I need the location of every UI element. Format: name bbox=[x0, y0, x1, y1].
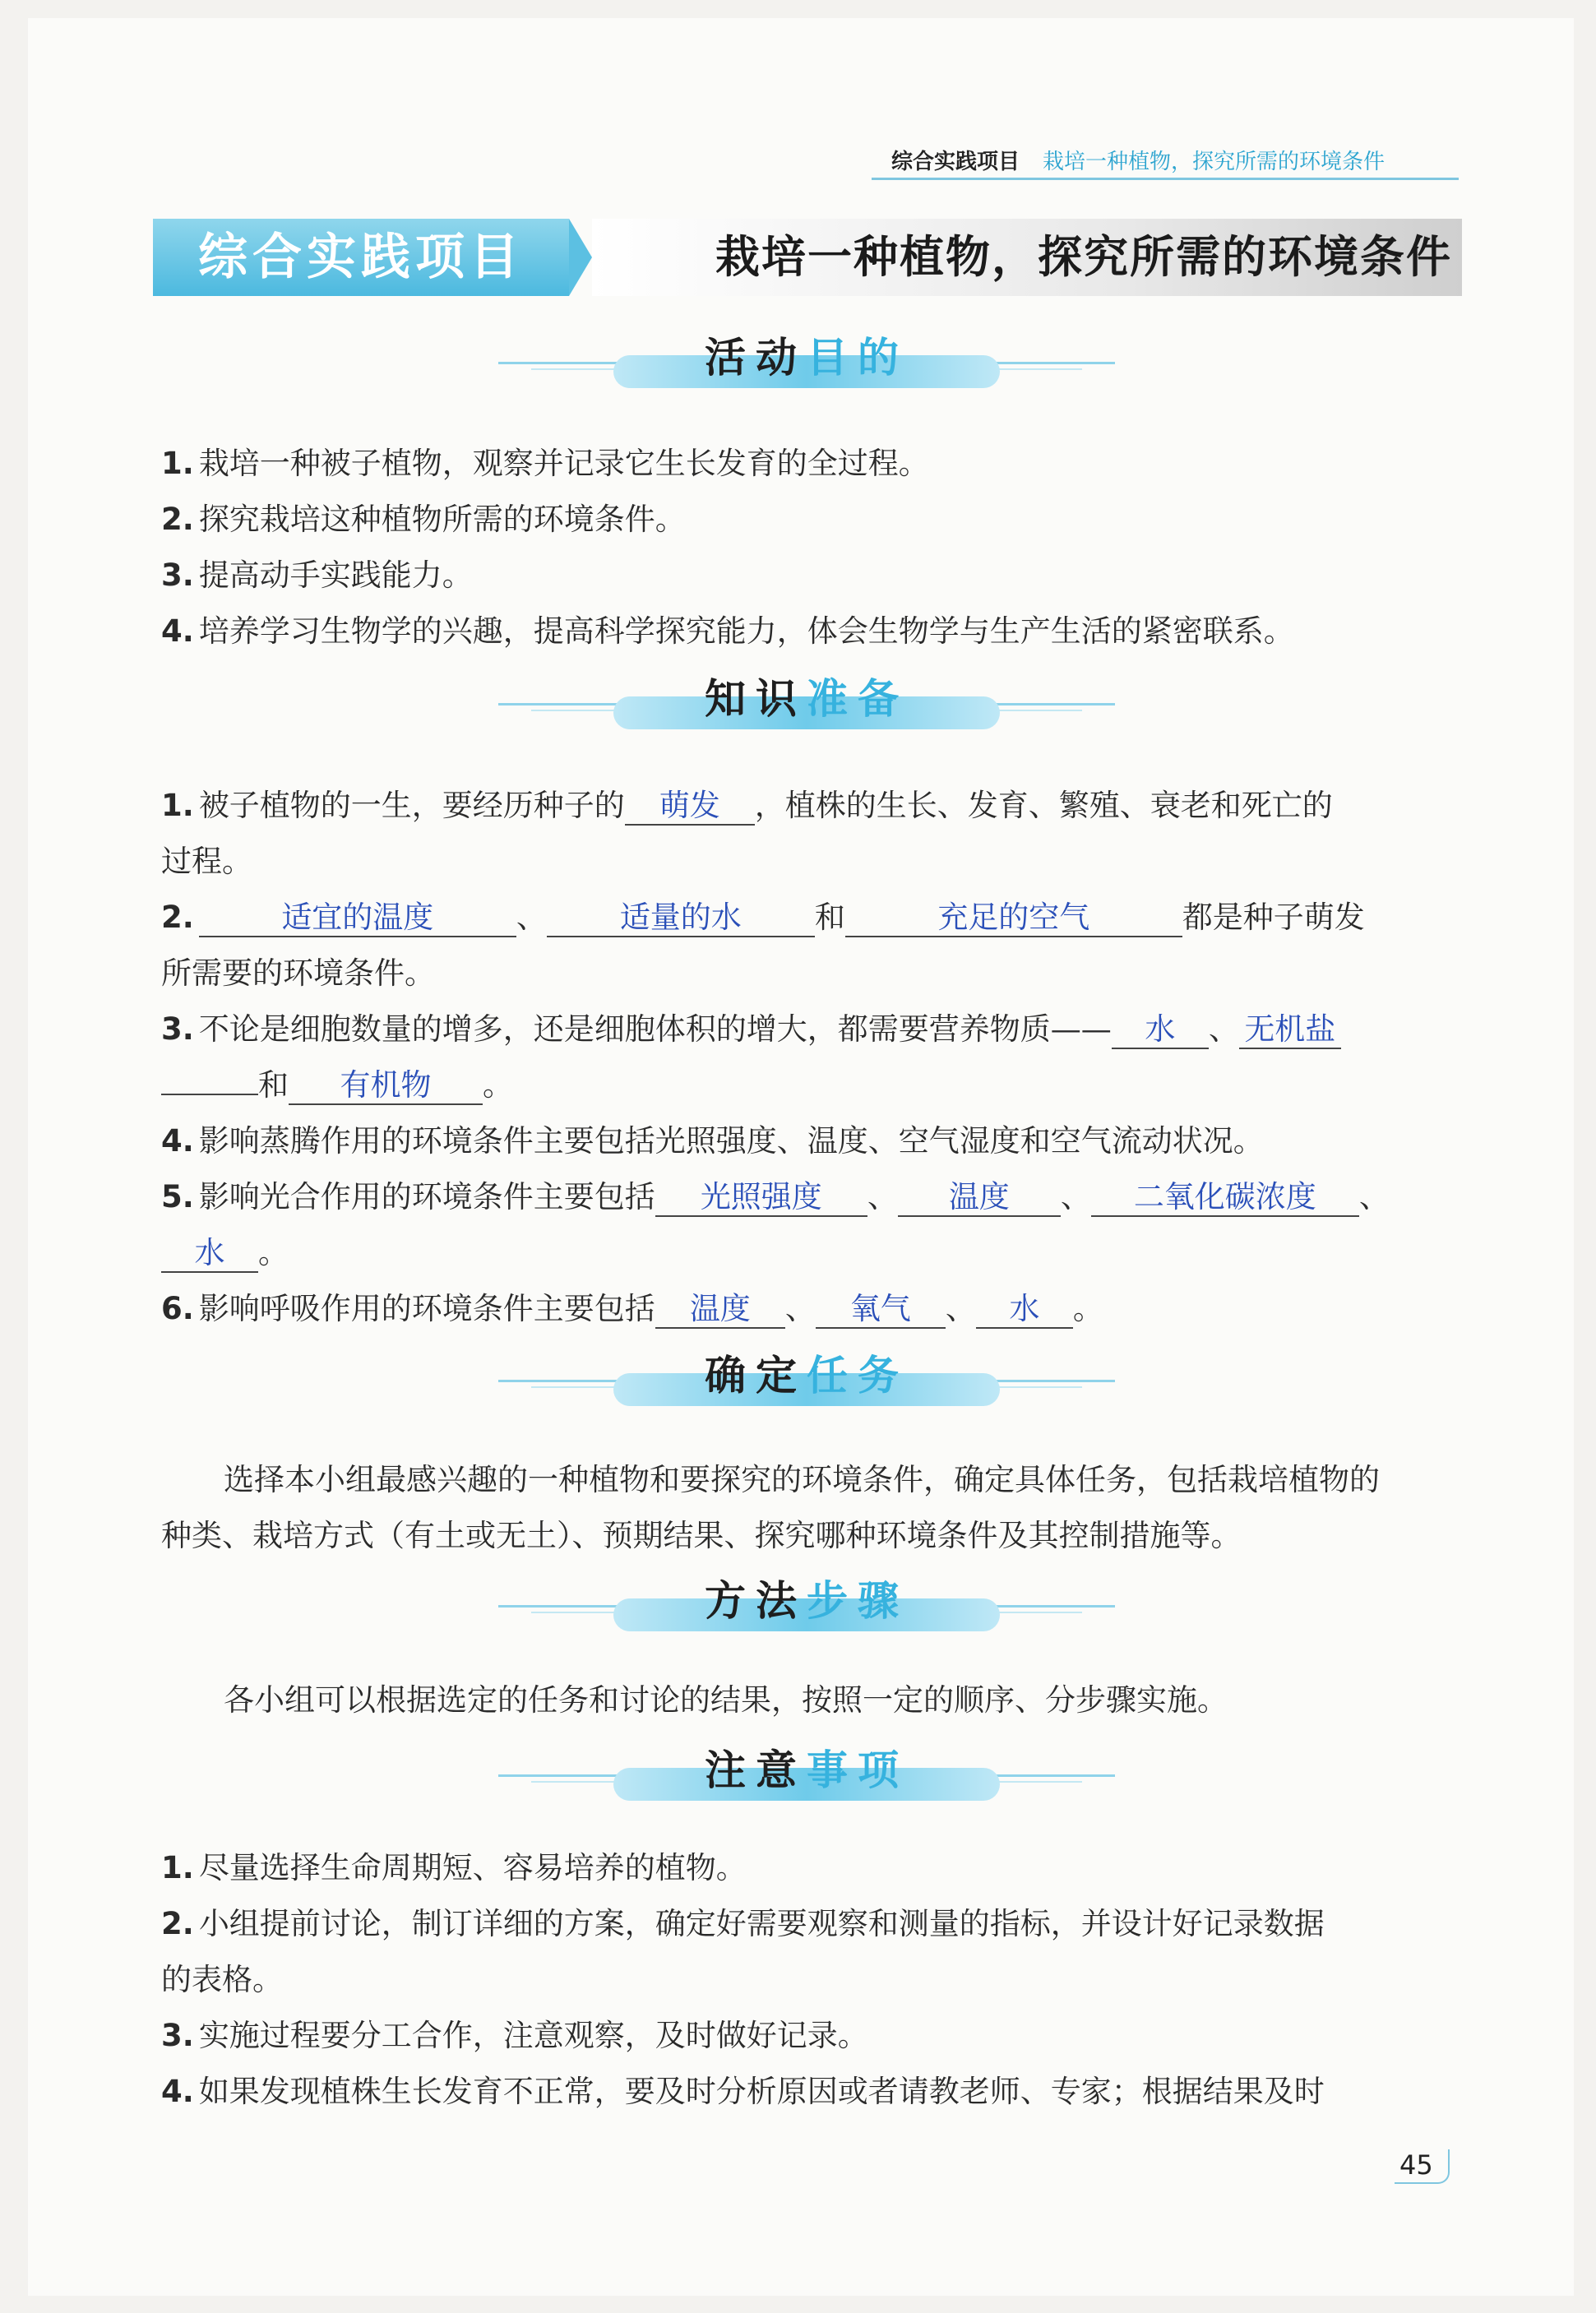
q-text: 影响蒸腾作用的环境条件主要包括光照强度、温度、空气湿度和空气流动状况。 bbox=[198, 1123, 1264, 1159]
item-number: 3. bbox=[161, 557, 194, 593]
item-text: 提高动手实践能力。 bbox=[198, 557, 473, 593]
q-text: 都是种子萌发 bbox=[1182, 900, 1365, 935]
heading-part-accent: 目的 bbox=[807, 334, 909, 382]
item-number: 4. bbox=[161, 1123, 194, 1159]
q-text: 影响呼吸作用的环境条件主要包括 bbox=[198, 1291, 655, 1326]
answer-blank[interactable]: 氧气 bbox=[816, 1291, 946, 1329]
goal-item bbox=[161, 492, 1462, 548]
item-number: 3. bbox=[161, 2018, 194, 2053]
heading-part-accent: 事项 bbox=[807, 1746, 909, 1794]
header-topic: 栽培一种植物，探究所需的环境条件 bbox=[1043, 150, 1386, 174]
q-text: 和 bbox=[814, 900, 845, 935]
answer-blank[interactable]: 水 bbox=[976, 1291, 1073, 1329]
page-number: 45 bbox=[1395, 2149, 1450, 2184]
note-item bbox=[161, 1896, 1462, 1952]
item-number: 2. bbox=[161, 900, 194, 935]
answer-blank[interactable]: 水 bbox=[1112, 1011, 1209, 1049]
knowledge-q4 bbox=[161, 1113, 1462, 1169]
item-text: 小组提前讨论，制订详细的方案，确定好需要观察和测量的指标，并设计好记录数据 bbox=[198, 1906, 1325, 1941]
answer-blank[interactable]: 无机盐 bbox=[1239, 1011, 1341, 1049]
note-item bbox=[161, 2008, 1462, 2064]
knowledge-q2 bbox=[161, 890, 1462, 946]
note-item bbox=[161, 1840, 1462, 1896]
knowledge-q5 bbox=[161, 1169, 1462, 1225]
answer-blank-underline bbox=[161, 1094, 258, 1095]
task-text: 选择本小组最感兴趣的一种植物和要探究的环境条件，确定具体任务，包括栽培植物的 bbox=[224, 1462, 1380, 1497]
task-text: 种类、栽培方式（有土或无土）、预期结果、探究哪种环境条件及其控制措施等。 bbox=[161, 1518, 1242, 1553]
q-text: 。 bbox=[483, 1067, 513, 1103]
q-text: 、 bbox=[945, 1291, 976, 1326]
q-text: 和 bbox=[258, 1067, 289, 1103]
answer-blank[interactable]: 萌发 bbox=[625, 788, 755, 826]
item-number: 4. bbox=[161, 613, 194, 649]
knowledge-q1 bbox=[161, 778, 1462, 834]
item-text: 培养学习生物学的兴趣，提高科学探究能力，体会生物学与生产生活的紧密联系。 bbox=[198, 613, 1294, 649]
answer-blank[interactable]: 光照强度 bbox=[655, 1179, 867, 1217]
answer-blank[interactable]: 二氧化碳浓度 bbox=[1091, 1179, 1359, 1217]
answer-blank[interactable]: 适量的水 bbox=[547, 900, 815, 937]
item-number: 5. bbox=[161, 1179, 194, 1214]
item-number: 2. bbox=[161, 1906, 194, 1941]
item-number: 3. bbox=[161, 1011, 194, 1047]
banner-tag: 综合实践项目 bbox=[153, 219, 569, 296]
item-number: 2. bbox=[161, 502, 194, 537]
knowledge-q3 bbox=[161, 1002, 1462, 1057]
knowledge-q5-cont bbox=[161, 1225, 1462, 1281]
knowledge-q3-cont bbox=[161, 1057, 1462, 1113]
answer-blank[interactable]: 有机物 bbox=[289, 1067, 483, 1105]
heading-part: 知识 bbox=[705, 675, 807, 723]
item-number: 1. bbox=[161, 1850, 194, 1885]
section-heading-method bbox=[498, 1572, 1115, 1635]
item-number: 6. bbox=[161, 1291, 194, 1326]
q-text: 、 bbox=[784, 1291, 816, 1326]
q-text: 不论是细胞数量的增多，还是细胞体积的增大，都需要营养物质—— bbox=[198, 1011, 1112, 1047]
heading-part-accent: 准备 bbox=[807, 675, 909, 723]
item-number: 1. bbox=[161, 788, 194, 823]
q-text: 、 bbox=[516, 900, 547, 935]
q-text: 。 bbox=[1072, 1291, 1103, 1326]
q-text: 、 bbox=[1208, 1011, 1239, 1047]
goal-item bbox=[161, 604, 1462, 659]
note-item-cont: 的表格。 bbox=[161, 1962, 283, 1997]
q-text: 、 bbox=[1060, 1179, 1091, 1214]
section-heading-task bbox=[498, 1347, 1115, 1409]
heading-part-accent: 步骤 bbox=[807, 1577, 909, 1625]
header-section: 综合实践项目 bbox=[891, 150, 1020, 174]
answer-blank[interactable]: 水 bbox=[161, 1235, 258, 1273]
page-title: 栽培一种植物，探究所需的环境条件 bbox=[592, 219, 1462, 296]
knowledge-q2-cont bbox=[161, 946, 1462, 1002]
heading-part: 活动 bbox=[705, 334, 807, 382]
section-heading-knowledge bbox=[498, 670, 1115, 733]
item-number: 4. bbox=[161, 2074, 194, 2109]
item-text: 实施过程要分工合作，注意观察，及时做好记录。 bbox=[198, 2018, 868, 2053]
banner-arrow-icon bbox=[569, 219, 592, 296]
knowledge-q6 bbox=[161, 1281, 1462, 1337]
q-text: 被子植物的一生，要经历种子的 bbox=[198, 788, 625, 823]
item-text: 尽量选择生命周期短、容易培养的植物。 bbox=[198, 1850, 747, 1885]
heading-part: 方法 bbox=[705, 1577, 807, 1625]
section-heading-goals bbox=[498, 329, 1115, 391]
answer-blank[interactable]: 充足的空气 bbox=[845, 900, 1182, 937]
q-text: 所需要的环境条件。 bbox=[161, 955, 435, 991]
q-text: 、 bbox=[1358, 1179, 1390, 1214]
heading-part: 注意 bbox=[705, 1746, 807, 1794]
method-text: 各小组可以根据选定的任务和讨论的结果，按照一定的顺序、分步骤实施。 bbox=[224, 1682, 1228, 1718]
note-item bbox=[161, 2064, 1462, 2120]
heading-part: 确定 bbox=[705, 1352, 807, 1399]
q-text: 。 bbox=[258, 1235, 289, 1270]
item-number: 1. bbox=[161, 446, 194, 481]
item-text: 栽培一种被子植物，观察并记录它生长发育的全过程。 bbox=[198, 446, 929, 481]
q-text: 过程。 bbox=[161, 844, 252, 879]
item-text: 如果发现植株生长发育不正常，要及时分析原因或者请教老师、专家；根据结果及时 bbox=[198, 2074, 1325, 2109]
q-text: 、 bbox=[867, 1179, 898, 1214]
answer-blank[interactable]: 适宜的温度 bbox=[199, 900, 516, 937]
q-text: ，植株的生长、发育、繁殖、衰老和死亡的 bbox=[754, 788, 1333, 823]
goal-item bbox=[161, 548, 1462, 604]
section-heading-notes bbox=[498, 1742, 1115, 1804]
answer-blank[interactable]: 温度 bbox=[898, 1179, 1061, 1217]
title-banner bbox=[153, 219, 1462, 296]
item-text: 探究栽培这种植物所需的环境条件。 bbox=[198, 502, 686, 537]
answer-blank[interactable]: 温度 bbox=[655, 1291, 785, 1329]
running-header bbox=[872, 145, 1459, 180]
goal-item bbox=[161, 436, 1462, 492]
q-text: 影响光合作用的环境条件主要包括 bbox=[198, 1179, 655, 1214]
heading-part-accent: 任务 bbox=[807, 1352, 909, 1399]
knowledge-q1-cont bbox=[161, 834, 1462, 890]
